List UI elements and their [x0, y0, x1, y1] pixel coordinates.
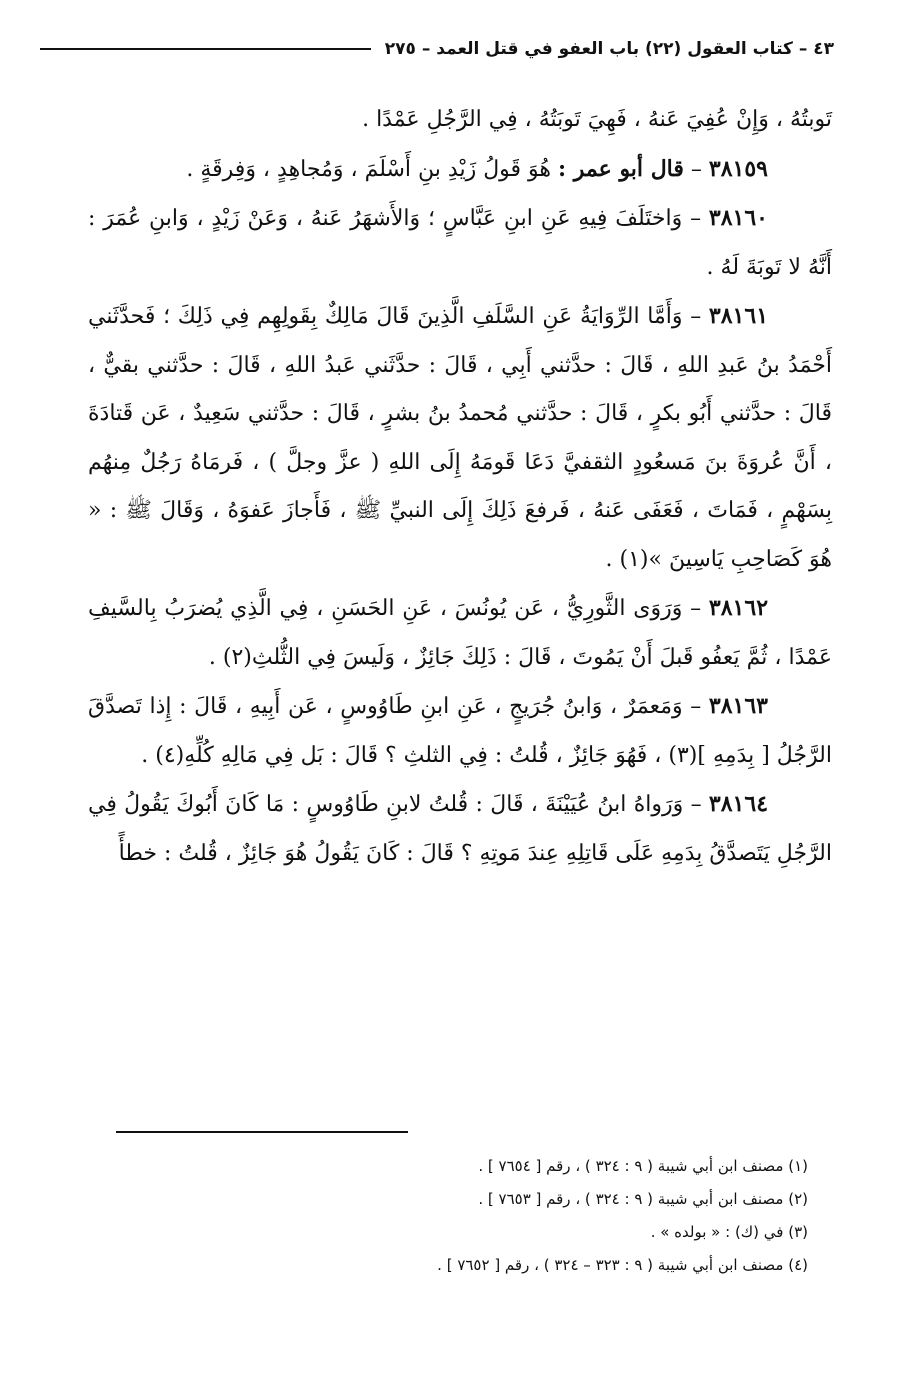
paragraph: [88, 780, 832, 878]
dash: –: [690, 156, 702, 182]
paragraph-continuation: [88, 96, 832, 145]
paragraph: [88, 145, 832, 195]
paragraph-number: ٣٨١٦٤: [708, 791, 769, 817]
paragraph-text: تَوبتُهُ ، وَإِنْ عُفِيَ عَنهُ ، فَهِيَ تَوبَتُهُ ، فِي الرَّجُلِ عَمْدًا .: [362, 107, 832, 132]
footnotes: [108, 1150, 808, 1282]
paragraph-number: ٣٨١٦٢: [708, 595, 769, 621]
paragraph-text: وَرَواهُ ابنُ عُيَيْنَةَ ، قَالَ : قُلتُ لابنِ طَاوُوسٍ : مَا كَانَ أَبُوكَ يَقُولُ فِي الرَّجُلِ يَتَصدَّقُ بِدَمِهِ عَلَى قَاتِلِهِ عِندَ مَوتِهِ ؟ قَالَ : كَانَ يَقُولُ هُوَ جَائِزٌ ، قُلتُ : خطأً: [88, 792, 832, 866]
dash: –: [690, 694, 702, 719]
paragraph-number: ٣٨١٦٣: [708, 693, 768, 719]
speaker-lead: قال أبو عمر :: [558, 155, 684, 182]
paragraph: [88, 194, 832, 292]
paragraph-text: وَأَمَّا الرِّوَايَةُ عَنِ السَّلَفِ الَّذِينَ قَالَ مَالِكٌ بِقَولِهِم فِي ذَلِكَ ؛ فَحدَّثَني أَحْمَدُ بنُ عَبدِ اللهِ ، قَالَ : حدَّثني أَبِي ، قَالَ : حدَّثَني عَبدُ اللهِ ، قَالَ : حدَّثني بقيٌّ ، قَالَ : حدَّثني أَبُو بكرٍ ، قَالَ : حدَّثني مُحمدُ بنُ بشرٍ ، قَالَ : حدَّثني سَعِيدٌ ، عَن قَتادَةَ ، أَنَّ عُروَةَ بنَ مَسعُودٍ الثقفيَّ دَعَا قَومَهُ إِلَى اللهِ ( عزَّ وجلَّ ) ، فَرمَاهُ رَجُلٌ مِنهُم بِسَهْمٍ ، فَمَاتَ ، فَعَفَى عَنهُ ، فَرفعَ ذَلِكَ إِلَى النبيِّ ﷺ ، فَأَجازَ عَفوَهُ ، وَقَالَ ﷺ : « هُوَ كَصَاحِبِ يَاسِينَ »(١) .: [88, 304, 832, 572]
paragraph: [88, 682, 832, 780]
paragraph: [88, 292, 832, 584]
paragraph-number: ٣٨١٥٩: [708, 155, 768, 182]
paragraph-number: ٣٨١٦١: [708, 303, 769, 329]
footnote: (٢) مصنف ابن أبي شيبة ( ٩ : ٣٢٤ ) ، رقم [ ٧٦٥٣ ] .: [478, 1190, 808, 1208]
dash: –: [690, 792, 702, 817]
main-text: [88, 96, 832, 878]
running-header: [40, 32, 834, 66]
header-rule: [40, 48, 371, 50]
footnote: (٣) في (ك) : « بولده » .: [650, 1223, 808, 1241]
dash: –: [690, 206, 702, 231]
footnote: (٤) مصنف ابن أبي شيبة ( ٩ : ٣٢٣ – ٣٢٤ ) ، رقم [ ٧٦٥٢ ] .: [437, 1256, 808, 1274]
paragraph-text: وَرَوَى الثَّورِيُّ ، عَن يُونُسَ ، عَنِ الحَسَنِ ، فِي الَّذِي يُضرَبُ بِالسَّيفِ عَمْدًا ، ثُمَّ يَعفُو قَبلَ أَنْ يَمُوتَ ، قَالَ : ذَلِكَ جَائِزٌ ، وَلَيسَ فِي الثُّلثِ(٢) .: [88, 596, 832, 670]
paragraph-text: وَاختَلَفَ فِيهِ عَنِ ابنِ عَبَّاسٍ ؛ وَالأَشهَرُ عَنهُ ، وَعَنْ زَيْدٍ ، وَابنِ عُمَرَ : أَنَّهُ لا تَوبَةَ لَهُ .: [88, 206, 832, 280]
footnote: (١) مصنف ابن أبي شيبة ( ٩ : ٣٢٤ ) ، رقم [ ٧٦٥٤ ] .: [478, 1157, 808, 1175]
paragraph: [88, 584, 832, 682]
dash: –: [690, 596, 702, 621]
header-title: ٤٣ – كتاب العقول (٢٢) باب العفو في قتل العمد – ٢٧٥: [384, 39, 834, 59]
paragraph-text: هُوَ قَولُ زَيْدِ بنِ أَسْلَمَ ، وَمُجاهِدٍ ، وَفِرقَةٍ .: [186, 156, 552, 182]
paragraph-number: ٣٨١٦٠: [708, 205, 768, 231]
footnote-separator: [116, 1131, 408, 1133]
paragraph-text: وَمَعمَرٌ ، وَابنُ جُرَيجٍ ، عَنِ ابنِ طَاوُوسٍ ، عَن أَبِيهِ ، قَالَ : إِذا تَصدَّقَ الرَّجُلُ [ بِدَمِهِ ](٣) ، فَهُوَ جَائِزٌ ، قُلتُ : فِي الثلثِ ؟ قَالَ : بَل فِي مَالِهِ كُلِّهِ(٤) .: [88, 694, 832, 768]
dash: –: [690, 304, 702, 329]
